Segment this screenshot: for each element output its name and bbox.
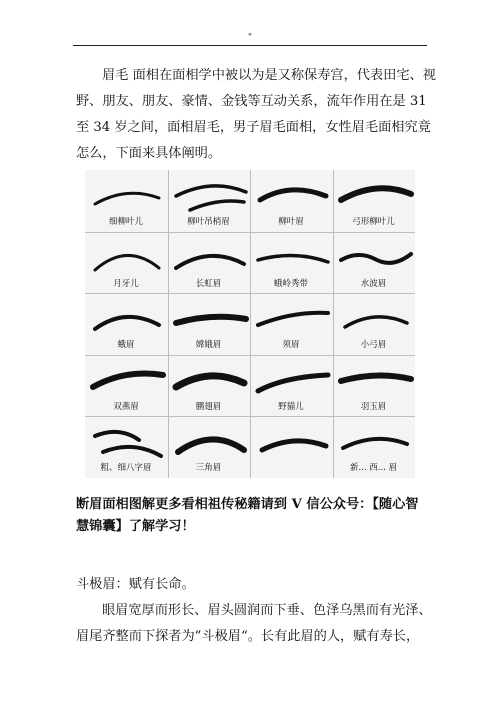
eyebrow-label: 嫦娥眉 bbox=[195, 340, 222, 351]
eyebrow-label: 细柳叶儿 bbox=[108, 217, 143, 227]
eyebrow-shape bbox=[172, 176, 250, 216]
header-mark: " bbox=[247, 33, 253, 43]
eyebrow-label: 柳叶吊梢眉 bbox=[187, 217, 230, 227]
eyebrow-cell bbox=[250, 355, 332, 416]
eyebrow-label: 鹏翅眉 bbox=[195, 401, 222, 412]
eyebrow-cell bbox=[85, 416, 167, 477]
eyebrow-shape bbox=[337, 422, 415, 462]
intro-text: 眉毛 面相在面相学中被以为是又称保寿宫，代表田宅、视野、朋友、朋友、豪情、金钱等互动关系，流年作用在是 31 至 34 岁之间，面相眉毛，男子眉毛面相，女性眉毛面相究竟怎么，下面来具体阐明。 bbox=[76, 68, 436, 161]
grid-divider bbox=[85, 416, 415, 417]
eyebrow-shape bbox=[254, 238, 332, 278]
eyebrow-shape bbox=[89, 361, 167, 401]
eyebrow-shape bbox=[254, 299, 332, 339]
eyebrow-shape bbox=[337, 238, 415, 278]
eyebrow-shape bbox=[172, 238, 250, 278]
eyebrow-label: 三角眉 bbox=[195, 463, 222, 474]
header-rule bbox=[73, 45, 427, 46]
grid-divider bbox=[168, 170, 169, 478]
eyebrow-shape bbox=[172, 422, 250, 462]
eyebrow-cell bbox=[85, 170, 167, 231]
eyebrow-cell bbox=[85, 355, 167, 416]
eyebrow-shape bbox=[89, 422, 167, 462]
eyebrow-cell bbox=[333, 416, 415, 477]
eyebrow-label: 须眉 bbox=[282, 340, 300, 351]
eyebrow-cell bbox=[333, 170, 415, 231]
eyebrow-cell bbox=[333, 355, 415, 416]
grid-divider bbox=[85, 293, 415, 294]
eyebrow-cell bbox=[333, 232, 415, 293]
eyebrow-label: 蛾眉 bbox=[117, 340, 135, 351]
grid-divider bbox=[333, 170, 334, 478]
eyebrow-shape bbox=[172, 299, 250, 339]
grid-divider bbox=[250, 170, 251, 478]
eyebrow-cell bbox=[85, 232, 167, 293]
intro-paragraph bbox=[76, 63, 436, 167]
eyebrow-shape bbox=[89, 238, 167, 278]
eyebrow-label: 柳叶眉 bbox=[278, 217, 304, 227]
eyebrow-label: 月牙儿 bbox=[113, 278, 139, 289]
eyebrow-label: 双燕眉 bbox=[113, 401, 139, 412]
eyebrow-shape bbox=[254, 176, 332, 216]
eyebrow-shape bbox=[172, 361, 250, 401]
eyebrow-cell bbox=[168, 293, 250, 354]
eyebrow-shape bbox=[337, 361, 415, 401]
eyebrow-cell bbox=[250, 416, 332, 477]
eyebrow-shape bbox=[89, 176, 167, 216]
eyebrow-shape bbox=[89, 299, 167, 339]
eyebrow-cell bbox=[168, 416, 250, 477]
eyebrow-cell bbox=[85, 293, 167, 354]
section-title: 斗极眉：赋有长命。 bbox=[76, 577, 195, 592]
body-paragraph: 眼眉宽厚而形长、眉头圆润而下垂、色泽乌黑而有光泽、眉尾齐整而下探者为”斗极眉“。长有此眉的人，赋有寿长， bbox=[76, 603, 432, 644]
eyebrow-label: 蛾岭秀带 bbox=[273, 278, 308, 289]
eyebrow-label: 弓形柳叶儿 bbox=[352, 217, 395, 227]
eyebrow-cell bbox=[168, 232, 250, 293]
eyebrow-label: 野猫儿 bbox=[278, 401, 304, 412]
eyebrow-label: 粗、细八字眉 bbox=[100, 463, 152, 474]
eyebrow-label: 水波眉 bbox=[360, 278, 387, 289]
grid-divider bbox=[85, 355, 415, 356]
figure-caption: 断眉面相图解更多看相祖传秘籍请到 V 信公众号：【随心智慧锦囊】了解学习！ bbox=[76, 497, 419, 534]
eyebrow-label: 长虹眉 bbox=[195, 278, 222, 289]
eyebrow-label: 羽玉眉 bbox=[360, 401, 387, 412]
grid-divider bbox=[85, 232, 415, 233]
eyebrow-label: 新... 西... 眉 bbox=[349, 463, 398, 474]
eyebrow-shape bbox=[254, 361, 332, 401]
eyebrow-cell bbox=[168, 170, 250, 231]
eyebrow-chart-image bbox=[85, 170, 415, 478]
eyebrow-label: 小弓眉 bbox=[360, 340, 387, 351]
eyebrow-cell bbox=[333, 293, 415, 354]
eyebrow-shape bbox=[254, 422, 332, 462]
eyebrow-shape bbox=[337, 176, 415, 216]
eyebrow-cell bbox=[250, 293, 332, 354]
eyebrow-cell bbox=[250, 170, 332, 231]
eyebrow-cell bbox=[168, 355, 250, 416]
eyebrow-cell bbox=[250, 232, 332, 293]
eyebrow-shape bbox=[337, 299, 415, 339]
